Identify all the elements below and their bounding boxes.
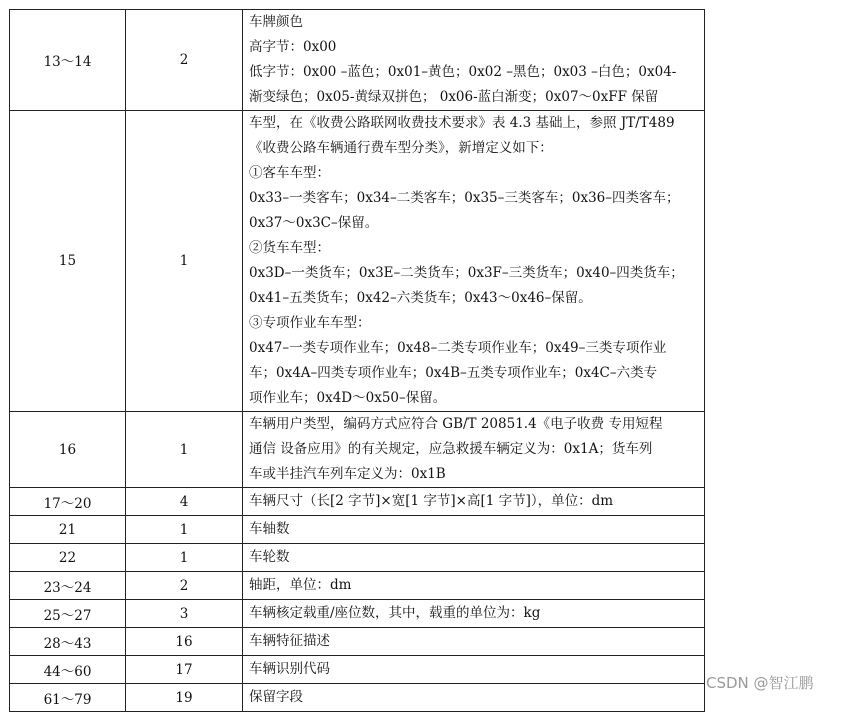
description-cell <box>243 10 705 111</box>
description-line: 项作业车；0x4D～0x50–保留。 <box>249 390 447 406</box>
description-line: 0x47–一类专项作业车；0x48–二类专项作业车；0x49–三类专项作业 <box>249 340 667 356</box>
description-cell <box>243 684 705 712</box>
description-line: ③专项作业车车型： <box>249 315 371 331</box>
length-cell: 1 <box>126 412 243 488</box>
byte-range-cell: 21 <box>10 516 126 544</box>
byte-range-cell: 22 <box>10 544 126 572</box>
description-line: 车牌颜色 <box>249 14 303 30</box>
length-cell: 2 <box>126 572 243 600</box>
byte-range-cell: 28～43 <box>10 628 126 656</box>
description-line: 低字节：0x00 –蓝色；0x01–黄色；0x02 –黑色；0x03 –白色；0x04- <box>249 64 677 80</box>
vehicle-info-table <box>9 9 705 712</box>
description-line: 车辆特征描述 <box>249 633 330 649</box>
length-cell: 16 <box>126 628 243 656</box>
byte-range-cell: 17～20 <box>10 488 126 516</box>
description-line: 0x33–一类客车；0x34–二类客车；0x35–三类客车；0x36–四类客车； <box>249 190 680 206</box>
table-row <box>10 516 705 544</box>
length-cell: 17 <box>126 656 243 684</box>
byte-range-cell: 13～14 <box>10 10 126 111</box>
description-line: 渐变绿色；0x05-黄绿双拼色； 0x06-蓝白渐变；0x07～0xFF 保留 <box>249 89 659 105</box>
table-body <box>10 10 705 712</box>
table-row <box>10 572 705 600</box>
description-line: 《收费公路车辆通行费车型分类》，新增定义如下： <box>249 140 553 156</box>
table-row <box>10 544 705 572</box>
description-line: 通信 设备应用》的有关规定，应急救援车辆定义为：0x1A；货车列 <box>249 441 653 457</box>
description-line: 车或半挂汽车列车定义为：0x1B <box>249 466 446 482</box>
description-line: 车辆尺寸（长[2 字节]×宽[1 字节]×高[1 字节]），单位：dm <box>249 493 614 509</box>
description-line: 高字节：0x00 <box>249 39 337 55</box>
description-line: 车辆用户类型，编码方式应符合 GB/T 20851.4《电子收费 专用短程 <box>249 416 663 432</box>
length-cell: 4 <box>126 488 243 516</box>
description-line: ②货车车型： <box>249 240 330 256</box>
description-line: 车轮数 <box>249 549 290 565</box>
table-row <box>10 488 705 516</box>
description-line: 车型，在《收费公路联网收费技术要求》表 4.3 基础上，参照 JT/T489 <box>249 115 675 131</box>
watermark: CSDN @智江鹏 <box>706 674 814 692</box>
table-row <box>10 684 705 712</box>
length-cell: 1 <box>126 544 243 572</box>
description-cell <box>243 516 705 544</box>
description-cell <box>243 412 705 488</box>
byte-range-cell: 61～79 <box>10 684 126 712</box>
table-row <box>10 600 705 628</box>
length-cell: 3 <box>126 600 243 628</box>
byte-range-cell: 25～27 <box>10 600 126 628</box>
description-line: 轴距，单位：dm <box>249 577 352 593</box>
description-cell <box>243 572 705 600</box>
table-row <box>10 628 705 656</box>
description-line: ①客车车型： <box>249 165 330 181</box>
byte-range-cell: 16 <box>10 412 126 488</box>
description-cell <box>243 628 705 656</box>
description-line: 0x41–五类货车；0x42–六类货车；0x43～0x46–保留。 <box>249 290 592 306</box>
description-cell <box>243 111 705 412</box>
description-cell <box>243 600 705 628</box>
length-cell: 2 <box>126 10 243 111</box>
length-cell: 19 <box>126 684 243 712</box>
description-line: 车轴数 <box>249 521 290 537</box>
description-line: 车辆识别代码 <box>249 661 330 677</box>
description-line: 车；0x4A–四类专项作业车；0x4B–五类专项作业车；0x4C–六类专 <box>249 365 658 381</box>
description-cell <box>243 488 705 516</box>
description-line: 0x3D–一类货车；0x3E–二类货车；0x3F–三类货车；0x40–四类货车； <box>249 265 684 281</box>
byte-range-cell: 44～60 <box>10 656 126 684</box>
description-line: 保留字段 <box>249 689 303 705</box>
table-row <box>10 656 705 684</box>
description-cell <box>243 544 705 572</box>
description-line: 0x37～0x3C–保留。 <box>249 215 379 231</box>
byte-range-cell: 15 <box>10 111 126 412</box>
table-row <box>10 10 705 111</box>
table-row <box>10 412 705 488</box>
byte-range-cell: 23～24 <box>10 572 126 600</box>
description-line: 车辆核定载重/座位数，其中，载重的单位为：kg <box>249 605 541 621</box>
description-cell <box>243 656 705 684</box>
table-row <box>10 111 705 412</box>
length-cell: 1 <box>126 111 243 412</box>
length-cell: 1 <box>126 516 243 544</box>
